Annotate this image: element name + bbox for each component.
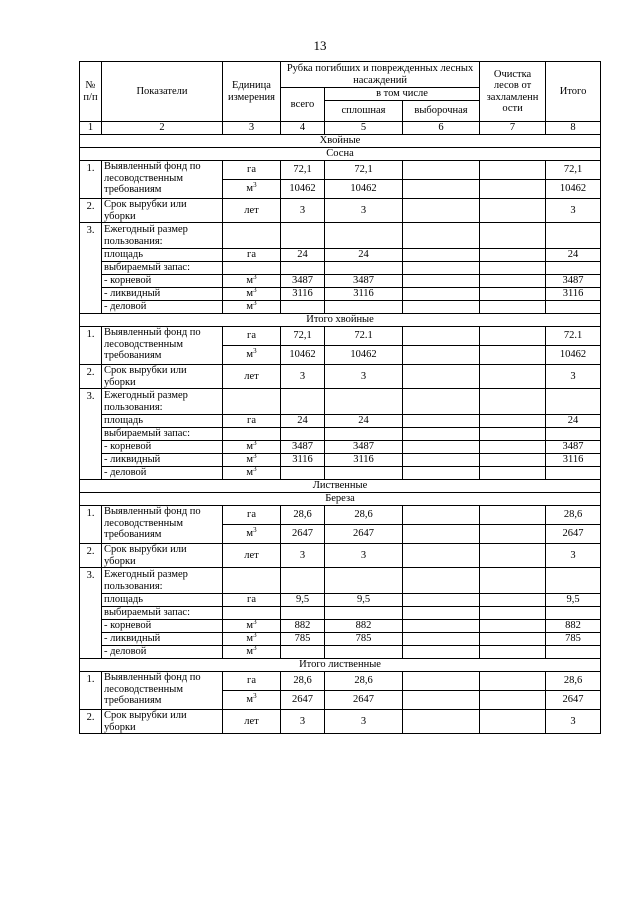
table-row — [80, 568, 601, 594]
unit-cell: $м^3$ — [223, 525, 281, 544]
table-row — [80, 594, 601, 607]
value-cell: 72,1 — [546, 161, 601, 180]
unit-exponent: 3 — [253, 645, 257, 653]
value-cell — [281, 301, 325, 314]
table-row — [80, 365, 601, 389]
row-number: 2. — [80, 544, 102, 568]
value-cell — [403, 544, 480, 568]
unit-cell: $м^3$ — [223, 288, 281, 301]
indicator-label: - ликвидный — [102, 454, 223, 467]
value-cell — [480, 301, 546, 314]
value-cell — [403, 262, 480, 275]
unit-cell: $м^3$ — [223, 691, 281, 710]
table-row — [80, 199, 601, 223]
col-number: 7 — [480, 122, 546, 135]
indicator-label: - деловой — [102, 467, 223, 480]
value-cell — [546, 568, 601, 594]
unit-cell: $м^3$ — [223, 620, 281, 633]
value-cell — [480, 249, 546, 262]
value-cell — [325, 568, 403, 594]
value-cell: 24 — [281, 415, 325, 428]
row-number: 3. — [80, 568, 102, 659]
header-total-felling: всего — [281, 88, 325, 122]
value-cell: 9,5 — [325, 594, 403, 607]
indicator-label: - корневой — [102, 275, 223, 288]
value-cell — [480, 710, 546, 734]
indicator-label: площадь — [102, 594, 223, 607]
col-number: 5 — [325, 122, 403, 135]
section-title-cell: Хвойные — [80, 135, 601, 148]
value-cell — [403, 672, 480, 691]
group-title — [80, 659, 601, 672]
unit-cell: лет — [223, 365, 281, 389]
indicator-label: выбираемый запас: — [102, 262, 223, 275]
value-cell — [480, 672, 546, 691]
value-cell — [403, 646, 480, 659]
unit-cell: $м^3$ — [223, 633, 281, 646]
value-cell — [403, 415, 480, 428]
value-cell — [325, 607, 403, 620]
table-row — [80, 249, 601, 262]
value-cell: 72,1 — [325, 161, 403, 180]
unit-exponent: 3 — [253, 453, 257, 461]
value-cell: 785 — [546, 633, 601, 646]
value-cell: 3487 — [546, 275, 601, 288]
value-cell — [480, 646, 546, 659]
indicator-label: выбираемый запас: — [102, 607, 223, 620]
column-numbers-row — [80, 122, 601, 135]
value-cell — [325, 301, 403, 314]
value-cell — [403, 467, 480, 480]
unit-cell: га — [223, 415, 281, 428]
value-cell — [403, 365, 480, 389]
table-row — [80, 262, 601, 275]
value-cell: 28,6 — [325, 672, 403, 691]
value-cell: 3116 — [281, 288, 325, 301]
value-cell — [403, 180, 480, 199]
group-title — [80, 314, 601, 327]
row-number: 1. — [80, 506, 102, 544]
indicator-label: - деловой — [102, 301, 223, 314]
value-cell — [480, 199, 546, 223]
value-cell — [480, 288, 546, 301]
value-cell: 10462 — [281, 180, 325, 199]
table-header — [80, 62, 601, 135]
value-cell — [403, 633, 480, 646]
value-cell: 72,1 — [281, 327, 325, 346]
indicator-label: Срок вырубки или уборки — [102, 710, 223, 734]
value-cell: 3487 — [281, 441, 325, 454]
unit-exponent: 3 — [253, 287, 257, 295]
table-row — [80, 415, 601, 428]
section-title-cell: Лиственные — [80, 480, 601, 493]
value-cell — [403, 607, 480, 620]
value-cell: 3 — [546, 544, 601, 568]
value-cell — [480, 161, 546, 180]
table-row — [80, 467, 601, 480]
value-cell — [480, 223, 546, 249]
value-cell: 3487 — [325, 275, 403, 288]
value-cell — [281, 467, 325, 480]
value-cell: 3116 — [281, 454, 325, 467]
value-cell: 2647 — [281, 691, 325, 710]
value-cell: 10462 — [546, 346, 601, 365]
value-cell: 3116 — [546, 288, 601, 301]
unit-exponent: 3 — [253, 274, 257, 282]
value-cell: 2647 — [546, 525, 601, 544]
value-cell — [480, 525, 546, 544]
value-cell — [403, 275, 480, 288]
value-cell: 10462 — [325, 180, 403, 199]
value-cell: 882 — [325, 620, 403, 633]
table-row — [80, 672, 601, 691]
value-cell — [403, 223, 480, 249]
value-cell — [281, 646, 325, 659]
indicator-label: Выявленный фонд по лесоводственным требованиям — [102, 327, 223, 365]
unit-cell: га — [223, 506, 281, 525]
value-cell: 3116 — [325, 288, 403, 301]
indicator-label: Выявленный фонд по лесоводственным требованиям — [102, 672, 223, 710]
unit-exponent: 3 — [253, 692, 257, 701]
unit-cell: га — [223, 161, 281, 180]
header-itogo: Итого — [546, 62, 601, 122]
unit-cell — [223, 607, 281, 620]
table-row — [80, 275, 601, 288]
group-title-cell: Береза — [80, 493, 601, 506]
group-title-cell: Сосна — [80, 148, 601, 161]
col-number: 4 — [281, 122, 325, 135]
header-clear: сплошная — [325, 101, 403, 122]
value-cell — [403, 525, 480, 544]
unit-cell: га — [223, 249, 281, 262]
value-cell: 2647 — [325, 691, 403, 710]
unit-exponent: 3 — [253, 619, 257, 627]
value-cell: 24 — [325, 249, 403, 262]
value-cell: 3 — [325, 365, 403, 389]
value-cell: 3 — [281, 544, 325, 568]
value-cell: 3 — [325, 544, 403, 568]
value-cell: 24 — [281, 249, 325, 262]
indicator-label: - деловой — [102, 646, 223, 659]
unit-cell: лет — [223, 544, 281, 568]
value-cell — [480, 506, 546, 525]
value-cell — [403, 506, 480, 525]
value-cell — [325, 223, 403, 249]
indicator-label: Срок вырубки или уборки — [102, 365, 223, 389]
group-title-cell: Итого хвойные — [80, 314, 601, 327]
value-cell — [403, 346, 480, 365]
value-cell: 3487 — [546, 441, 601, 454]
value-cell: 10462 — [325, 346, 403, 365]
unit-cell: га — [223, 594, 281, 607]
table-body — [80, 135, 601, 734]
group-title — [80, 493, 601, 506]
value-cell — [480, 275, 546, 288]
indicator-label: Срок вырубки или уборки — [102, 544, 223, 568]
row-number: 2. — [80, 710, 102, 734]
row-number: 3. — [80, 389, 102, 480]
value-cell — [546, 467, 601, 480]
indicator-label: Ежегодный размер пользования: — [102, 389, 223, 415]
value-cell — [325, 646, 403, 659]
value-cell: 28,6 — [546, 672, 601, 691]
value-cell — [480, 544, 546, 568]
value-cell — [281, 607, 325, 620]
value-cell: 3 — [281, 365, 325, 389]
value-cell — [403, 620, 480, 633]
row-number: 2. — [80, 365, 102, 389]
value-cell: 28,6 — [281, 506, 325, 525]
value-cell: 3487 — [325, 441, 403, 454]
value-cell — [480, 262, 546, 275]
value-cell — [325, 262, 403, 275]
value-cell — [281, 262, 325, 275]
value-cell — [403, 301, 480, 314]
group-title — [80, 148, 601, 161]
unit-exponent: 3 — [253, 466, 257, 474]
unit-cell: га — [223, 672, 281, 691]
value-cell — [546, 646, 601, 659]
value-cell: 3 — [546, 710, 601, 734]
table-row — [80, 633, 601, 646]
indicator-label: - корневой — [102, 441, 223, 454]
value-cell: 3 — [546, 199, 601, 223]
value-cell: 9,5 — [546, 594, 601, 607]
value-cell — [480, 415, 546, 428]
table-row — [80, 288, 601, 301]
value-cell: 72.1 — [325, 327, 403, 346]
value-cell: 3 — [546, 365, 601, 389]
value-cell — [325, 467, 403, 480]
value-cell: 2647 — [281, 525, 325, 544]
value-cell — [403, 288, 480, 301]
value-cell: 72.1 — [546, 327, 601, 346]
indicator-label: Выявленный фонд по лесоводственным требованиям — [102, 506, 223, 544]
value-cell — [480, 594, 546, 607]
value-cell — [403, 428, 480, 441]
unit-cell: $м^3$ — [223, 646, 281, 659]
value-cell — [403, 389, 480, 415]
table-row — [80, 428, 601, 441]
value-cell — [480, 441, 546, 454]
table-row — [80, 389, 601, 415]
unit-cell: $м^3$ — [223, 346, 281, 365]
value-cell — [281, 568, 325, 594]
value-cell: 24 — [546, 415, 601, 428]
table-row — [80, 646, 601, 659]
indicator-label: площадь — [102, 249, 223, 262]
header-num: № п/п — [80, 62, 102, 122]
section-title — [80, 135, 601, 148]
value-cell — [480, 365, 546, 389]
value-cell — [546, 389, 601, 415]
indicator-label: Ежегодный размер пользования: — [102, 223, 223, 249]
row-number: 1. — [80, 327, 102, 365]
value-cell: 24 — [546, 249, 601, 262]
value-cell — [480, 428, 546, 441]
value-cell — [403, 199, 480, 223]
value-cell — [480, 454, 546, 467]
unit-exponent: 3 — [253, 347, 257, 356]
value-cell — [546, 223, 601, 249]
value-cell — [403, 691, 480, 710]
value-cell: 785 — [325, 633, 403, 646]
section-title — [80, 480, 601, 493]
value-cell: 3 — [325, 710, 403, 734]
unit-cell — [223, 389, 281, 415]
group-title-cell: Итого лиственные — [80, 659, 601, 672]
value-cell: 3116 — [546, 454, 601, 467]
unit-cell: $м^3$ — [223, 275, 281, 288]
table-row — [80, 620, 601, 633]
indicator-label: Срок вырубки или уборки — [102, 199, 223, 223]
value-cell: 3 — [281, 710, 325, 734]
col-number: 2 — [102, 122, 223, 135]
value-cell: 10462 — [281, 346, 325, 365]
header-felling: Рубка погибших и поврежденных лесных насаждений — [281, 62, 480, 88]
unit-cell — [223, 262, 281, 275]
felling-table — [79, 61, 601, 734]
table-row — [80, 161, 601, 180]
value-cell: 9,5 — [281, 594, 325, 607]
unit-cell: $м^3$ — [223, 454, 281, 467]
unit-cell: $м^3$ — [223, 467, 281, 480]
table-row — [80, 544, 601, 568]
value-cell — [403, 710, 480, 734]
indicator-label: - ликвидный — [102, 633, 223, 646]
value-cell: 3487 — [281, 275, 325, 288]
table-row — [80, 710, 601, 734]
indicator-label: площадь — [102, 415, 223, 428]
value-cell: 28,6 — [281, 672, 325, 691]
unit-cell — [223, 568, 281, 594]
col-number: 8 — [546, 122, 601, 135]
unit-cell: $м^3$ — [223, 441, 281, 454]
row-number: 1. — [80, 672, 102, 710]
value-cell — [403, 249, 480, 262]
value-cell — [480, 620, 546, 633]
value-cell — [480, 467, 546, 480]
header-selective: выборочная — [403, 101, 480, 122]
indicator-label: Выявленный фонд по лесоводственным требованиям — [102, 161, 223, 199]
col-number: 1 — [80, 122, 102, 135]
unit-cell: лет — [223, 710, 281, 734]
unit-cell: га — [223, 327, 281, 346]
value-cell — [480, 346, 546, 365]
unit-exponent: 3 — [253, 181, 257, 190]
page-number: 13 — [313, 38, 327, 53]
indicator-label: - ликвидный — [102, 288, 223, 301]
value-cell: 785 — [281, 633, 325, 646]
table-row — [80, 223, 601, 249]
table-row — [80, 441, 601, 454]
value-cell — [546, 301, 601, 314]
value-cell — [403, 454, 480, 467]
value-cell — [480, 633, 546, 646]
value-cell — [325, 428, 403, 441]
value-cell — [480, 607, 546, 620]
value-cell — [480, 327, 546, 346]
value-cell: 28,6 — [546, 506, 601, 525]
header-indicators: Показатели — [102, 62, 223, 122]
value-cell: 882 — [546, 620, 601, 633]
row-number: 2. — [80, 199, 102, 223]
value-cell: 3116 — [325, 454, 403, 467]
unit-exponent: 3 — [253, 440, 257, 448]
unit-cell: $м^3$ — [223, 301, 281, 314]
indicator-label: Ежегодный размер пользования: — [102, 568, 223, 594]
unit-exponent: 3 — [253, 526, 257, 535]
row-number: 1. — [80, 161, 102, 199]
col-number: 3 — [223, 122, 281, 135]
unit-cell: лет — [223, 199, 281, 223]
unit-cell — [223, 428, 281, 441]
unit-exponent: 3 — [253, 632, 257, 640]
value-cell: 3 — [281, 199, 325, 223]
header-unit: Единица измерения — [223, 62, 281, 122]
unit-cell — [223, 223, 281, 249]
value-cell: 28,6 — [325, 506, 403, 525]
value-cell — [480, 180, 546, 199]
unit-exponent: 3 — [253, 300, 257, 308]
value-cell: 24 — [325, 415, 403, 428]
header-including: в том числе — [325, 88, 480, 101]
value-cell: 2647 — [325, 525, 403, 544]
value-cell — [480, 691, 546, 710]
value-cell — [281, 223, 325, 249]
value-cell — [546, 262, 601, 275]
value-cell — [403, 568, 480, 594]
value-cell — [403, 441, 480, 454]
table-row — [80, 454, 601, 467]
value-cell — [403, 594, 480, 607]
table-row — [80, 607, 601, 620]
table-row — [80, 301, 601, 314]
value-cell: 2647 — [546, 691, 601, 710]
value-cell — [546, 607, 601, 620]
value-cell — [480, 389, 546, 415]
unit-cell: $м^3$ — [223, 180, 281, 199]
indicator-label: - корневой — [102, 620, 223, 633]
value-cell — [480, 568, 546, 594]
table-row — [80, 327, 601, 346]
table-row — [80, 506, 601, 525]
indicator-label: выбираемый запас: — [102, 428, 223, 441]
col-number: 6 — [403, 122, 480, 135]
value-cell: 3 — [325, 199, 403, 223]
value-cell — [325, 389, 403, 415]
value-cell: 882 — [281, 620, 325, 633]
value-cell — [403, 327, 480, 346]
header-cleaning: Очистка лесов от захламленн ости — [480, 62, 546, 122]
value-cell — [403, 161, 480, 180]
value-cell — [546, 428, 601, 441]
row-number: 3. — [80, 223, 102, 314]
value-cell — [281, 389, 325, 415]
value-cell: 10462 — [546, 180, 601, 199]
value-cell — [281, 428, 325, 441]
value-cell: 72,1 — [281, 161, 325, 180]
